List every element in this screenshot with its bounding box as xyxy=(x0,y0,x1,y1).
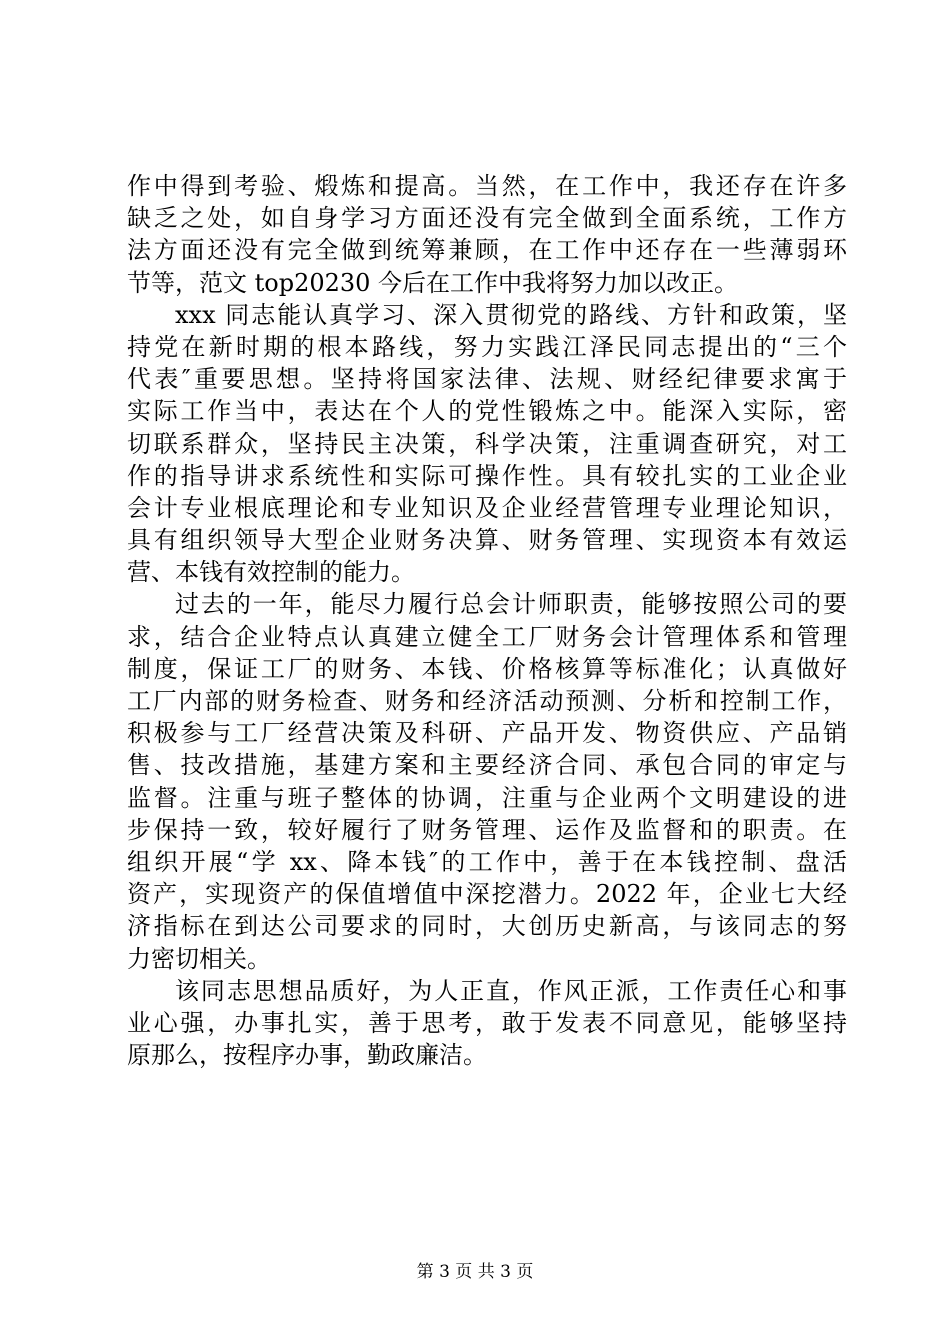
text-line: 步保持一致，较好履行了财务管理、运作及监督和的职责。在 xyxy=(127,815,847,844)
text-line: 求，结合企业特点认真建立健全工厂财务会计管理体系和管理 xyxy=(127,622,847,651)
text-line: 法方面还没有完全做到统筹兼顾，在工作中还存在一些薄弱环 xyxy=(127,236,847,265)
text-line: 积极参与工厂经营决策及科研、产品开发、物资供应、产品销 xyxy=(127,719,847,748)
text-line: 组织开展“学 xx、降本钱″的工作中，善于在本钱控制、盘活 xyxy=(127,847,847,876)
text-line: 实际工作当中，表达在个人的党性锻炼之中。能深入实际，密 xyxy=(127,397,847,426)
text-line: 营、本钱有效控制的能力。 xyxy=(127,558,415,587)
text-line: 具有组织领导大型企业财务决算、财务管理、实现资本有效运 xyxy=(127,526,847,555)
text-line: 工厂内部的财务检查、财务和经济活动预测、分析和控制工作， xyxy=(127,687,847,715)
text-line: 节等，范文 top20230 今后在工作中我将努力加以改正。 xyxy=(127,268,739,297)
text-line: 缺乏之处，如自身学习方面还没有完全做到全面系统，工作方 xyxy=(127,204,847,233)
text-line: 制度，保证工厂的财务、本钱、价格核算等标准化；认真做好 xyxy=(127,654,847,683)
text-line: 作的指导讲求系统性和实际可操作性。具有较扎实的工业企业 xyxy=(127,461,847,490)
text-line: 作中得到考验、煅炼和提高。当然，在工作中，我还存在许多 xyxy=(127,172,847,200)
text-line: 济指标在到达公司要求的同时，大创历史新高，与该同志的努 xyxy=(127,912,847,941)
text-line: 监督。注重与班子整体的协调，注重与企业两个文明建设的进 xyxy=(127,783,847,812)
text-line: 资产，实现资产的保值增值中深挖潜力。2022 年，企业七大经 xyxy=(127,880,847,909)
text-line: 切联系群众，坚持民主决策，科学决策，注重调查研究，对工 xyxy=(127,429,847,458)
paragraph-3 xyxy=(127,588,847,974)
text-line: 持党在新时期的根本路线，努力实践江泽民同志提出的“三个 xyxy=(127,332,847,361)
text-line: 代表″重要思想。坚持将国家法律、法规、财经纪律要求寓于 xyxy=(127,365,847,394)
text-line: xxx 同志能认真学习、深入贯彻党的路线、方针和政策，坚 xyxy=(175,300,847,329)
text-line: 过去的一年，能尽力履行总会计师职责，能够按照公司的要 xyxy=(175,590,847,619)
text-line: 原那么，按程序办事，勤政廉洁。 xyxy=(127,1041,487,1070)
page-number-footer: 第 3 页 共 3 页 xyxy=(416,1262,534,1282)
paragraph-2 xyxy=(127,299,847,589)
text-line: 业心强，办事扎实，善于思考，敢于发表不同意见，能够坚持 xyxy=(127,1008,847,1037)
document-body xyxy=(127,170,847,1071)
text-line: 该同志思想品质好，为人正直，作风正派，工作责任心和事 xyxy=(175,976,847,1005)
paragraph-4 xyxy=(127,975,847,1072)
paragraph-1 xyxy=(127,170,847,299)
text-line: 售、技改措施，基建方案和主要经济合同、承包合同的审定与 xyxy=(127,751,847,780)
text-line: 力密切相关。 xyxy=(127,944,271,973)
text-line: 会计专业根底理论和专业知识及企业经营管理专业理论知识， xyxy=(127,493,847,522)
